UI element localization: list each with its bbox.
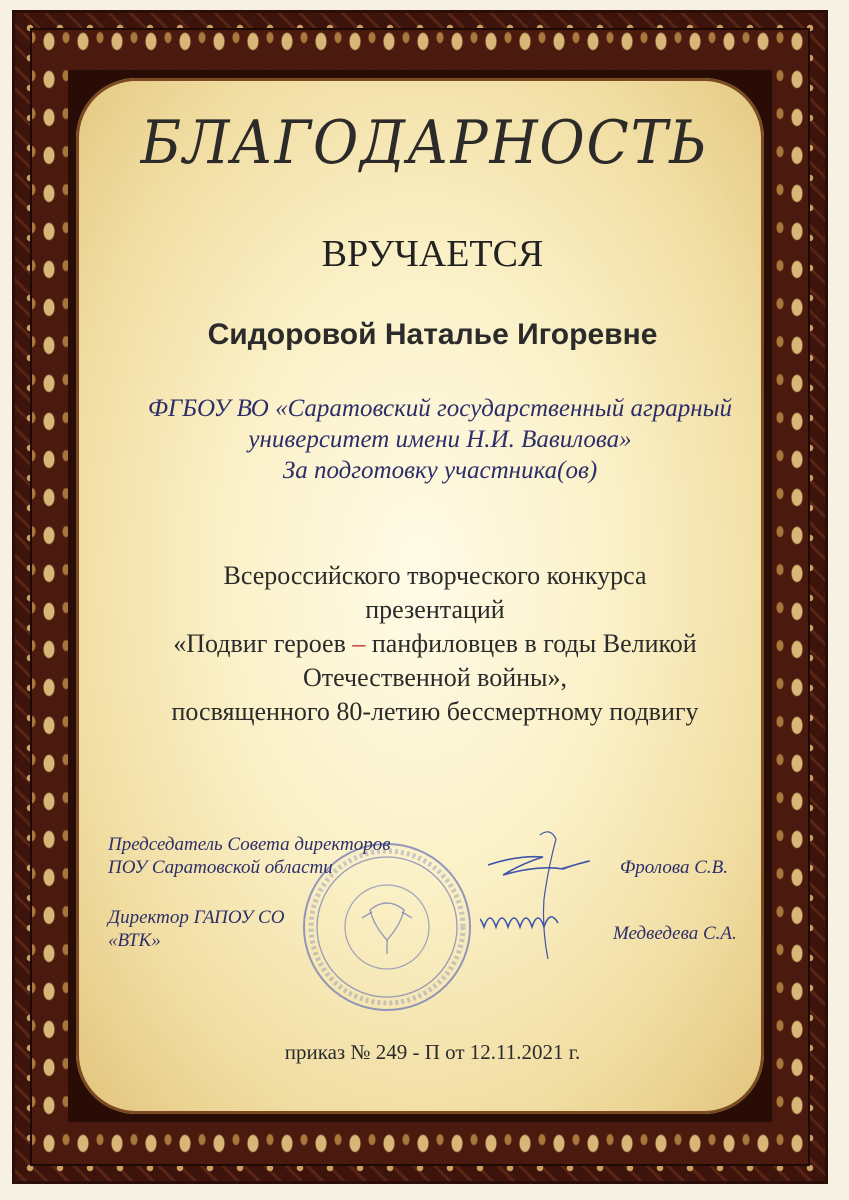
handwritten-signatures (480, 825, 630, 965)
role-line: «ВТК» (108, 930, 161, 951)
contest-name-part: «Подвиг героев (173, 629, 353, 658)
organization-block (90, 393, 790, 486)
organization-line: ФГБОУ ВО «Саратовский государственный аграрный (147, 395, 733, 422)
contest-line (90, 627, 780, 661)
contest-block (90, 559, 780, 729)
order-reference: приказ № 249 - П от 12.11.2021 г. (284, 1040, 581, 1064)
role-line: ПОУ Саратовской области (108, 857, 333, 878)
contest-line: Всероссийского творческого конкурса (223, 561, 647, 590)
signatory-name-chair: Фролова С.В. (620, 857, 728, 878)
contest-line: Отечественной войны», (303, 663, 567, 692)
recipient-name: Сидоровой Наталье Игоревне (207, 318, 658, 351)
presented-to-heading: ВРУЧАЕТСЯ (321, 233, 544, 275)
signatory-role-chair (108, 833, 391, 879)
contest-name-part: панфиловцев в годы Великой (365, 629, 697, 658)
certificate-title: БЛАГОДАРНОСТЬ (140, 108, 709, 178)
role-line: Директор ГАПОУ СО (108, 907, 285, 928)
role-line: Председатель Совета директоров (108, 834, 391, 855)
organization-line: университет имени Н.И. Вавилова» (248, 426, 632, 453)
reason-line: За подготовку участника(ов) (282, 457, 598, 484)
signatory-name-director: Медведева С.А. (613, 923, 737, 944)
contest-line: презентаций (365, 595, 505, 624)
contest-dash: – (352, 629, 366, 658)
signatory-role-director (108, 906, 284, 952)
contest-line: посвященного 80-летию бессмертному подвигу (171, 697, 699, 726)
